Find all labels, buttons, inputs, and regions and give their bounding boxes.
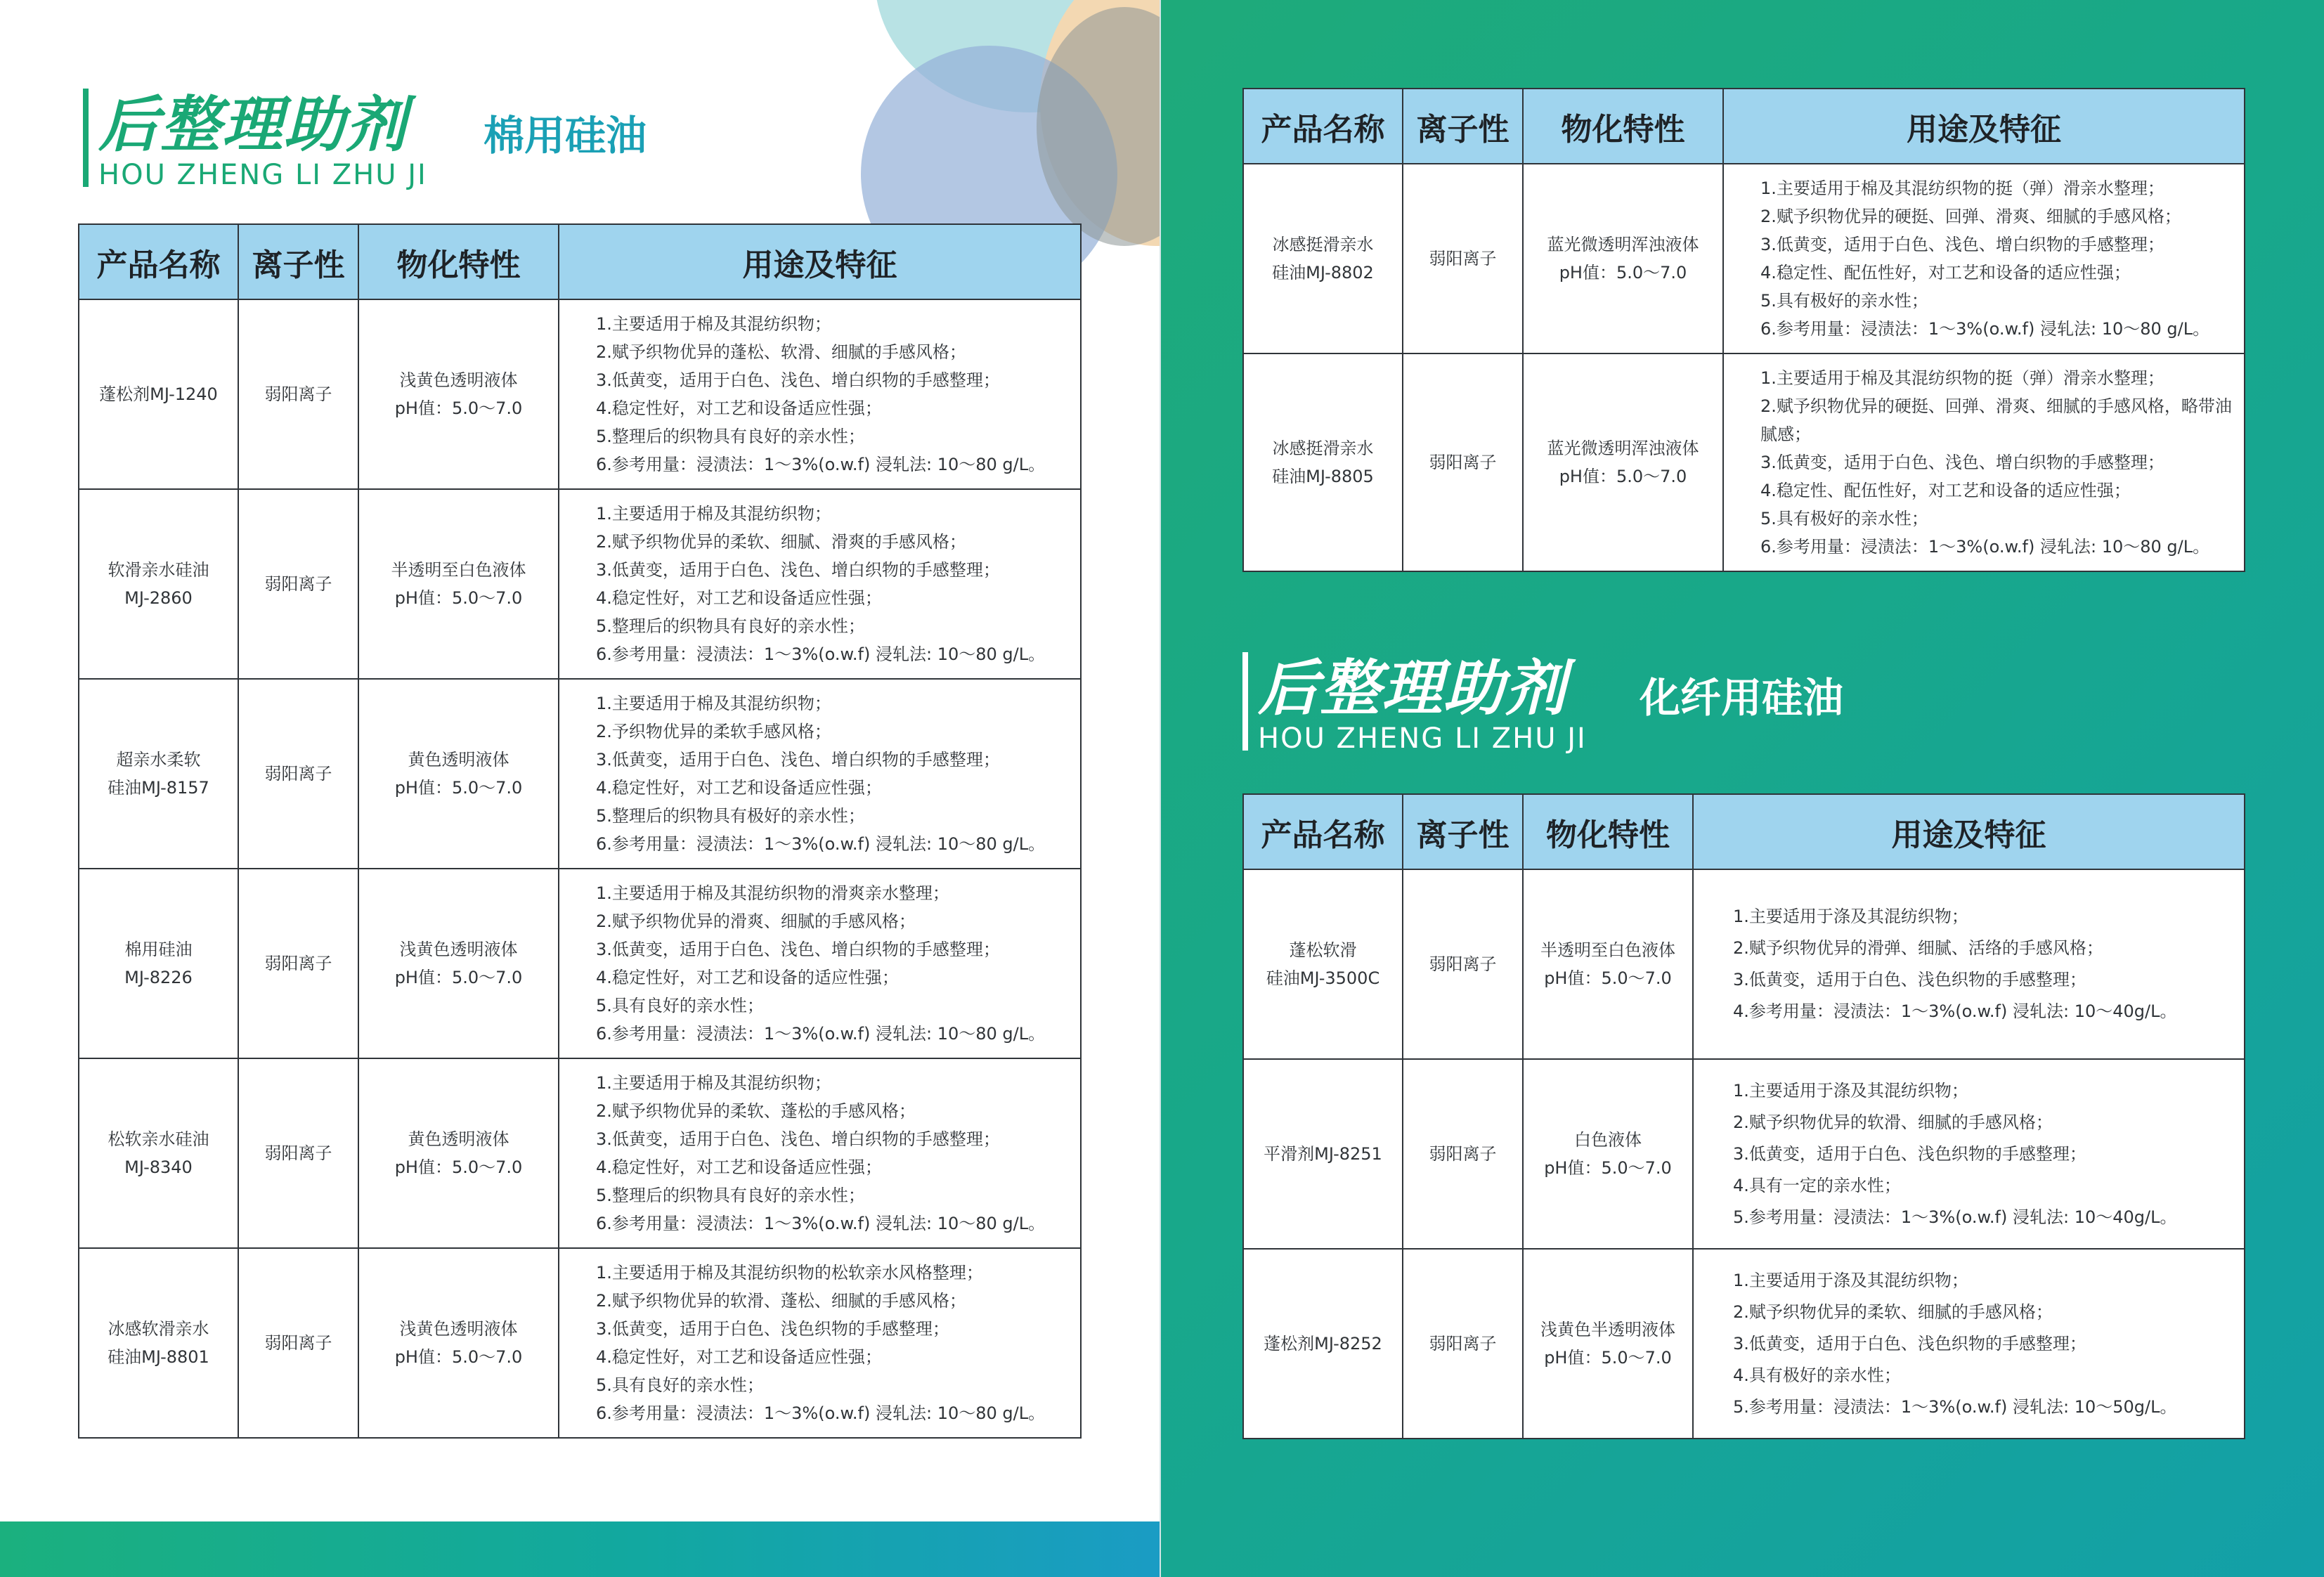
property-line: pH值：5.0～7.0 — [1544, 968, 1672, 988]
uses-cell — [559, 869, 1081, 1058]
use-line: 3.低黄变，适用于白色、浅色织物的手感整理； — [1733, 1333, 2086, 1354]
use-line: 2.赋予织物优异的柔软、细腻、滑爽的手感风格； — [596, 532, 966, 552]
product-name: 平滑剂MJ-8251 — [1264, 1144, 1382, 1164]
table-row — [79, 1058, 1081, 1248]
use-line: 3.低黄变，适用于白色、浅色织物的手感整理； — [1733, 1143, 2086, 1164]
use-line: 3.低黄变，适用于白色、浅色织物的手感整理； — [1733, 970, 2086, 989]
property-line: pH值：5.0～7.0 — [394, 588, 523, 608]
use-line: 4.具有一定的亲水性； — [1733, 1175, 1901, 1195]
properties-cell — [1523, 353, 1723, 571]
left-section-heading — [83, 89, 715, 191]
table-row — [79, 869, 1081, 1058]
use-line: 5.具有良好的亲水性； — [596, 1375, 764, 1395]
use-line: 1.主要适用于涤及其混纺织物； — [1733, 1080, 1968, 1101]
uses-cell — [1693, 869, 2245, 1059]
properties-cell — [358, 299, 559, 489]
product-name-cell — [1243, 869, 1403, 1059]
use-line: 5.具有极好的亲水性； — [1760, 509, 1928, 528]
use-line: 6.参考用量：浸渍法：1～3%(o.w.f) 浸轧法: 10～80 g/L。 — [596, 834, 1046, 854]
ionic-cell: 弱阳离子 — [1403, 869, 1523, 1059]
product-name: 超亲水柔软 — [116, 750, 201, 770]
use-line: 2.赋予织物优异的柔软、细腻的手感风格； — [1733, 1302, 2053, 1322]
product-name-cell — [79, 299, 238, 489]
use-line: 5.具有良好的亲水性； — [596, 996, 764, 1015]
product-name: 蓬松剂MJ-1240 — [99, 384, 218, 404]
properties-cell — [358, 489, 559, 679]
use-line: 2.赋予织物优异的软滑、蓬松、细腻的手感风格； — [596, 1291, 966, 1311]
product-name: 蓬松剂MJ-8252 — [1264, 1334, 1382, 1354]
header-ionic: 离子性 — [1403, 89, 1523, 164]
table-row — [79, 299, 1081, 489]
ionic-cell: 弱阳离子 — [1403, 353, 1523, 571]
property-line: pH值：5.0～7.0 — [394, 398, 523, 418]
use-line: 4.稳定性好，对工艺和设备适应性强； — [596, 1347, 882, 1367]
property-line: 浅黄色透明液体 — [399, 370, 518, 390]
use-line: 3.低黄变，适用于白色、浅色、增白织物的手感整理； — [596, 1129, 1000, 1149]
header-uses: 用途及特征 — [559, 224, 1081, 299]
property-line: pH值：5.0～7.0 — [1559, 467, 1687, 486]
use-line: 5.参考用量：浸渍法：1～3%(o.w.f) 浸轧法: 10～40g/L。 — [1733, 1207, 2177, 1227]
header-product-name: 产品名称 — [79, 224, 238, 299]
uses-cell — [559, 489, 1081, 679]
use-line: 6.参考用量：浸渍法：1～3%(o.w.f) 浸轧法: 10～80 g/L。 — [596, 644, 1046, 664]
properties-cell — [358, 1058, 559, 1248]
header-uses: 用途及特征 — [1723, 89, 2245, 164]
use-line: 1.主要适用于涤及其混纺织物； — [1733, 1270, 1968, 1290]
use-line: 3.低黄变，适用于白色、浅色、增白织物的手感整理； — [1760, 235, 2164, 254]
property-line: 浅黄色透明液体 — [399, 940, 518, 959]
property-line: pH值：5.0～7.0 — [394, 968, 523, 987]
use-line: 5.整理后的织物具有良好的亲水性； — [596, 616, 865, 636]
use-line: 4.具有极好的亲水性； — [1733, 1365, 1901, 1385]
use-line: 4.稳定性好，对工艺和设备适应性强； — [596, 588, 882, 608]
product-name: 硅油MJ-8805 — [1272, 467, 1374, 486]
ionic-cell: 弱阳离子 — [1403, 1249, 1523, 1439]
use-line: 2.赋予织物优异的蓬松、软滑、细腻的手感风格； — [596, 342, 966, 362]
ionic-cell: 弱阳离子 — [238, 679, 358, 869]
cotton-silicone-table-continued — [1242, 88, 2245, 572]
product-name-cell — [1243, 353, 1403, 571]
header-properties: 物化特性 — [358, 224, 559, 299]
use-line: 2.赋予织物优异的软滑、细腻的手感风格； — [1733, 1112, 2053, 1132]
table-row — [79, 679, 1081, 869]
header-properties: 物化特性 — [1523, 89, 1723, 164]
use-line: 5.整理后的织物具有良好的亲水性； — [596, 1186, 865, 1205]
uses-cell — [1693, 1059, 2245, 1249]
use-line: 3.低黄变，适用于白色、浅色、增白织物的手感整理； — [596, 940, 1000, 959]
table-row — [1243, 1249, 2245, 1439]
right-section-heading — [1242, 652, 1875, 755]
property-line: pH值：5.0～7.0 — [1559, 263, 1687, 283]
property-line: 半透明至白色液体 — [1540, 940, 1675, 960]
product-name: MJ-8226 — [124, 968, 193, 987]
use-line: 1.主要适用于棉及其混纺织物的挺（弹）滑亲水整理； — [1760, 368, 2164, 388]
uses-cell — [559, 1058, 1081, 1248]
use-line: 5.整理后的织物具有极好的亲水性； — [596, 806, 865, 826]
use-line: 5.具有极好的亲水性； — [1760, 291, 1928, 311]
heading-title: 后整理助剂 — [98, 90, 408, 160]
product-name: 蓬松软滑 — [1289, 940, 1357, 960]
product-name: 软滑亲水硅油 — [108, 560, 209, 580]
uses-cell — [1723, 353, 2245, 571]
use-line: 2.赋予织物优异的硬挺、回弹、滑爽、细腻的手感风格，略带油腻感； — [1760, 396, 2232, 444]
use-line: 5.整理后的织物具有良好的亲水性； — [596, 427, 865, 446]
property-line: 浅黄色半透明液体 — [1540, 1320, 1675, 1339]
use-line: 4.稳定性、配伍性好，对工艺和设备的适应性强； — [1760, 481, 2131, 500]
use-line: 6.参考用量：浸渍法：1～3%(o.w.f) 浸轧法: 10～80 g/L。 — [596, 1403, 1046, 1423]
header-properties: 物化特性 — [1523, 794, 1693, 869]
product-name-cell — [1243, 1059, 1403, 1249]
ionic-cell: 弱阳离子 — [1403, 1059, 1523, 1249]
table-row — [1243, 164, 2245, 353]
use-line: 6.参考用量：浸渍法：1～3%(o.w.f) 浸轧法: 10～80 g/L。 — [596, 1024, 1046, 1044]
property-line: 浅黄色透明液体 — [399, 1319, 518, 1339]
header-product-name: 产品名称 — [1243, 794, 1403, 869]
use-line: 5.参考用量：浸渍法：1～3%(o.w.f) 浸轧法: 10～50g/L。 — [1733, 1396, 2177, 1417]
property-line: 黄色透明液体 — [408, 1129, 509, 1149]
product-name-cell — [79, 489, 238, 679]
header-ionic: 离子性 — [238, 224, 358, 299]
product-name: 冰感软滑亲水 — [108, 1319, 209, 1339]
property-line: 蓝光微透明浑浊液体 — [1547, 439, 1699, 458]
product-name: 硅油MJ-3500C — [1266, 968, 1380, 988]
use-line: 6.参考用量：浸渍法：1～3%(o.w.f) 浸轧法: 10～80 g/L。 — [596, 455, 1046, 474]
property-line: pH值：5.0～7.0 — [394, 1157, 523, 1177]
product-name: MJ-2860 — [124, 588, 193, 608]
use-line: 2.赋予织物优异的柔软、蓬松的手感风格； — [596, 1101, 916, 1121]
heading-subtitle: 化纤用硅油 — [1640, 674, 1844, 722]
use-line: 3.低黄变，适用于白色、浅色、增白织物的手感整理； — [1760, 453, 2164, 472]
table-row — [1243, 1059, 2245, 1249]
table-row — [79, 1248, 1081, 1438]
property-line: 蓝光微透明浑浊液体 — [1547, 235, 1699, 254]
use-line: 4.稳定性好，对工艺和设备的适应性强； — [596, 968, 899, 987]
property-line: pH值：5.0～7.0 — [394, 1347, 523, 1367]
product-name-cell — [1243, 1249, 1403, 1439]
use-line: 3.低黄变，适用于白色、浅色、增白织物的手感整理； — [596, 750, 1000, 770]
ionic-cell: 弱阳离子 — [238, 299, 358, 489]
heading-pinyin: HOU ZHENG LI ZHU JI — [98, 159, 427, 191]
use-line: 4.参考用量：浸渍法：1～3%(o.w.f) 浸轧法: 10～40g/L。 — [1733, 1001, 2177, 1021]
properties-cell — [1523, 1249, 1693, 1439]
product-name-cell — [79, 869, 238, 1058]
heading-title: 后整理助剂 — [1258, 654, 1567, 724]
use-line: 3.低黄变，适用于白色、浅色织物的手感整理； — [596, 1319, 949, 1339]
heading-accent-bar — [83, 89, 89, 187]
properties-cell — [358, 679, 559, 869]
ionic-cell: 弱阳离子 — [238, 869, 358, 1058]
property-line: 白色液体 — [1574, 1130, 1642, 1150]
use-line: 1.主要适用于棉及其混纺织物； — [596, 694, 831, 713]
use-line: 1.主要适用于棉及其混纺织物； — [596, 504, 831, 524]
product-name: 棉用硅油 — [124, 940, 193, 959]
uses-cell — [559, 1248, 1081, 1438]
property-line: pH值：5.0～7.0 — [1544, 1348, 1672, 1368]
use-line: 6.参考用量：浸渍法：1～3%(o.w.f) 浸轧法: 10～80 g/L。 — [1760, 537, 2210, 557]
uses-cell — [559, 299, 1081, 489]
left-page — [0, 0, 1161, 1577]
product-name: 松软亲水硅油 — [108, 1129, 209, 1149]
table-row — [79, 489, 1081, 679]
product-name: 硅油MJ-8157 — [108, 778, 209, 798]
use-line: 1.主要适用于棉及其混纺织物； — [596, 314, 831, 334]
header-ionic: 离子性 — [1403, 794, 1523, 869]
use-line: 4.稳定性好，对工艺和设备适应性强； — [596, 1157, 882, 1177]
use-line: 1.主要适用于棉及其混纺织物的松软亲水风格整理； — [596, 1263, 983, 1283]
use-line: 2.予织物优异的柔软手感风格； — [596, 722, 831, 741]
use-line: 6.参考用量：浸渍法：1～3%(o.w.f) 浸轧法: 10～80 g/L。 — [1760, 319, 2210, 339]
right-page — [1161, 0, 2324, 1577]
properties-cell — [1523, 869, 1693, 1059]
uses-cell — [1693, 1249, 2245, 1439]
use-line: 2.赋予织物优异的滑爽、细腻的手感风格； — [596, 911, 916, 931]
heading-accent-bar — [1242, 652, 1248, 751]
uses-cell — [1723, 164, 2245, 353]
cotton-silicone-table — [78, 223, 1082, 1439]
table-row — [1243, 869, 2245, 1059]
product-name: 冰感挺滑亲水 — [1272, 439, 1374, 458]
heading-pinyin: HOU ZHENG LI ZHU JI — [1258, 722, 1587, 755]
properties-cell — [1523, 1059, 1693, 1249]
use-line: 4.稳定性好，对工艺和设备适应性强； — [596, 778, 882, 798]
property-line: pH值：5.0～7.0 — [394, 778, 523, 798]
use-line: 4.稳定性好，对工艺和设备适应性强； — [596, 398, 882, 418]
product-name-cell — [79, 1248, 238, 1438]
ionic-cell: 弱阳离子 — [1403, 164, 1523, 353]
use-line: 1.主要适用于棉及其混纺织物的挺（弹）滑亲水整理； — [1760, 179, 2164, 198]
product-name-cell — [79, 1058, 238, 1248]
properties-cell — [1523, 164, 1723, 353]
product-name: MJ-8340 — [124, 1157, 193, 1177]
product-name: 硅油MJ-8801 — [108, 1347, 209, 1367]
use-line: 3.低黄变，适用于白色、浅色、增白织物的手感整理； — [596, 560, 1000, 580]
uses-cell — [559, 679, 1081, 869]
use-line: 2.赋予织物优异的硬挺、回弹、滑爽、细腻的手感风格； — [1760, 207, 2181, 226]
product-name: 冰感挺滑亲水 — [1272, 235, 1374, 254]
header-uses: 用途及特征 — [1693, 794, 2245, 869]
header-product-name: 产品名称 — [1243, 89, 1403, 164]
properties-cell — [358, 869, 559, 1058]
product-name-cell — [1243, 164, 1403, 353]
property-line: 黄色透明液体 — [408, 750, 509, 770]
synthetic-fiber-silicone-table — [1242, 793, 2245, 1439]
bottom-color-strip — [0, 1521, 1161, 1577]
use-line: 4.稳定性、配伍性好，对工艺和设备的适应性强； — [1760, 263, 2131, 283]
ionic-cell: 弱阳离子 — [238, 1058, 358, 1248]
ionic-cell: 弱阳离子 — [238, 1248, 358, 1438]
use-line: 1.主要适用于棉及其混纺织物； — [596, 1073, 831, 1093]
use-line: 6.参考用量：浸渍法：1～3%(o.w.f) 浸轧法: 10～80 g/L。 — [596, 1214, 1046, 1233]
table-row — [1243, 353, 2245, 571]
use-line: 2.赋予织物优异的滑弹、细腻、活络的手感风格； — [1733, 938, 2103, 958]
property-line: pH值：5.0～7.0 — [1544, 1158, 1672, 1178]
properties-cell — [358, 1248, 559, 1438]
use-line: 1.主要适用于涤及其混纺织物； — [1733, 907, 1968, 926]
use-line: 1.主要适用于棉及其混纺织物的滑爽亲水整理； — [596, 883, 949, 903]
use-line: 3.低黄变，适用于白色、浅色、增白织物的手感整理； — [596, 370, 1000, 390]
ionic-cell: 弱阳离子 — [238, 489, 358, 679]
heading-subtitle: 棉用硅油 — [483, 112, 647, 160]
product-name-cell — [79, 679, 238, 869]
property-line: 半透明至白色液体 — [391, 560, 526, 580]
product-name: 硅油MJ-8802 — [1272, 263, 1374, 283]
